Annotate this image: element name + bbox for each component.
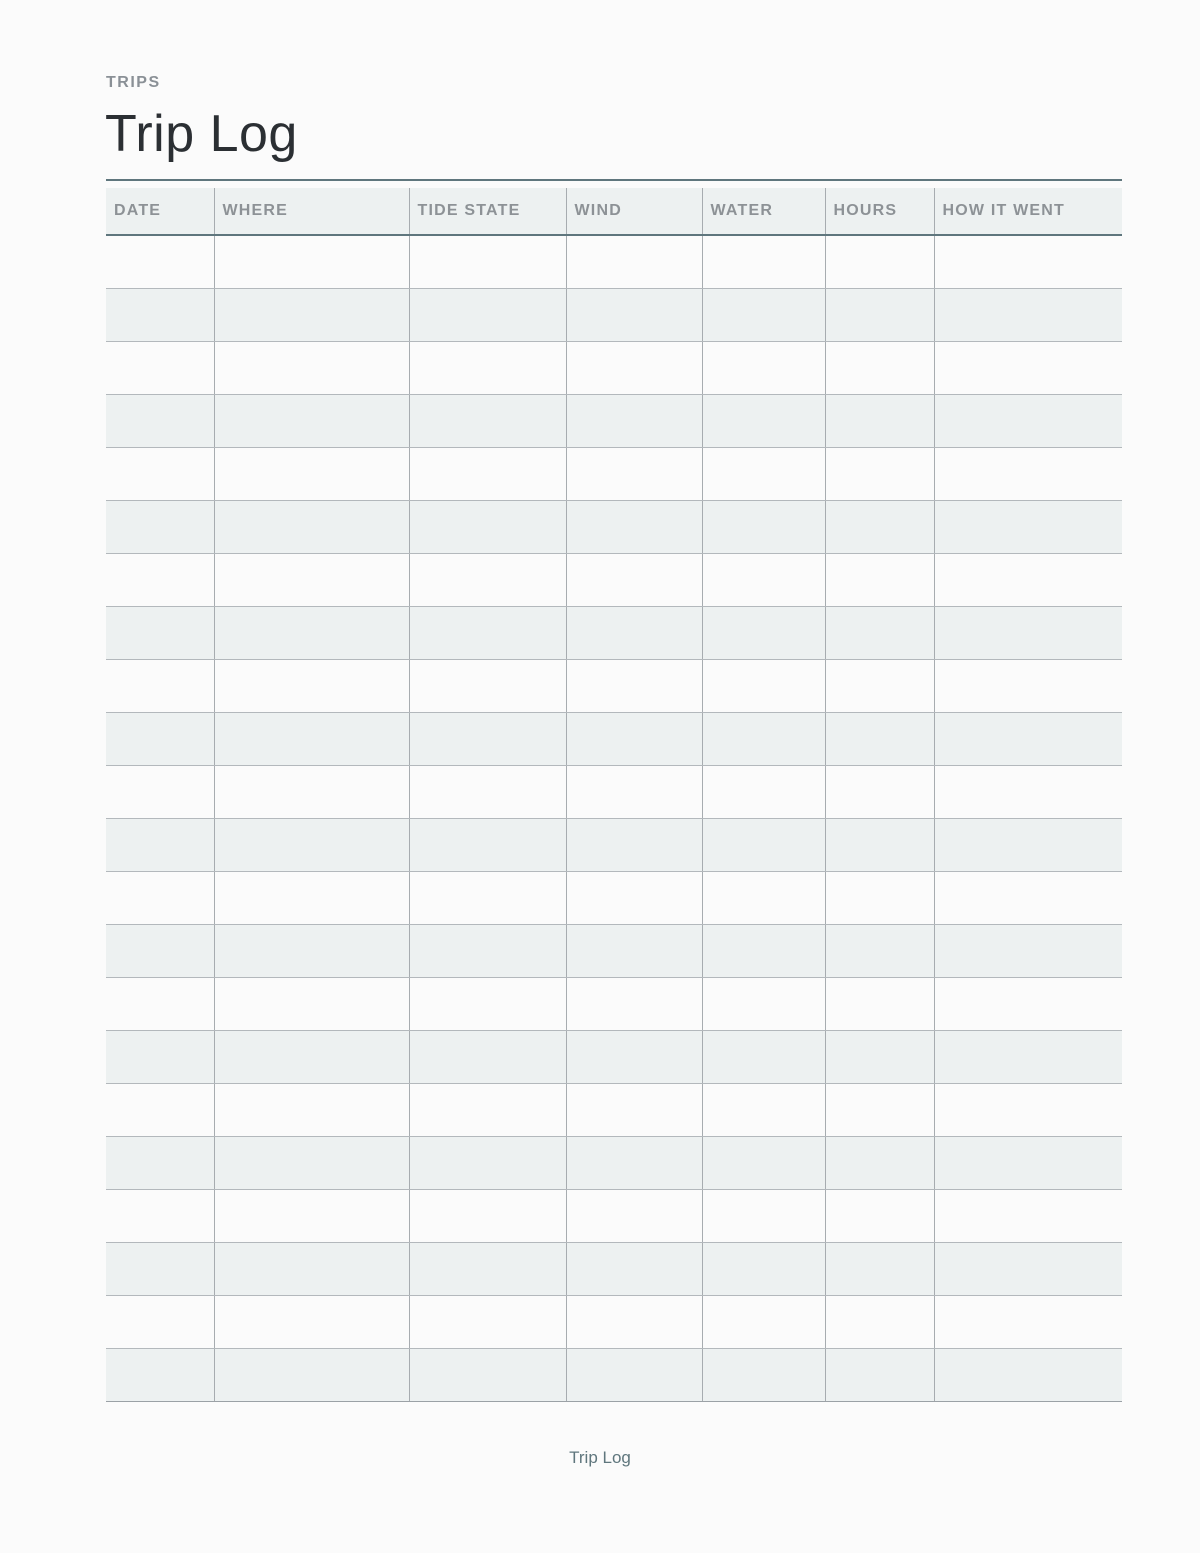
cell-tide-state[interactable] [409,554,566,607]
cell-where[interactable] [214,289,409,342]
column-header-how-it-went: HOW IT WENT [934,188,1122,235]
cell-where[interactable] [214,872,409,925]
cell-wind[interactable] [566,1243,702,1296]
table-row [106,342,1122,395]
cell-where[interactable] [214,235,409,289]
cell-tide-state[interactable] [409,766,566,819]
column-header-wind: WIND [566,188,702,235]
cell-where[interactable] [214,1084,409,1137]
cell-water[interactable] [702,978,825,1031]
cell-tide-state[interactable] [409,342,566,395]
cell-wind[interactable] [566,872,702,925]
cell-wind[interactable] [566,342,702,395]
table-row [106,1084,1122,1137]
cell-wind[interactable] [566,448,702,501]
cell-water[interactable] [702,819,825,872]
cell-wind[interactable] [566,1084,702,1137]
table-row [106,289,1122,342]
cell-water[interactable] [702,501,825,554]
cell-hours[interactable] [825,1084,934,1137]
cell-how-it-went[interactable] [934,660,1122,713]
table-row [106,501,1122,554]
cell-tide-state[interactable] [409,660,566,713]
table-row [106,713,1122,766]
cell-how-it-went[interactable] [934,1349,1122,1402]
table-row [106,1243,1122,1296]
cell-hours[interactable] [825,342,934,395]
cell-how-it-went[interactable] [934,766,1122,819]
cell-water[interactable] [702,342,825,395]
table-row [106,660,1122,713]
page-footer: Trip Log [569,1448,631,1467]
cell-where[interactable] [214,660,409,713]
cell-water[interactable] [702,1349,825,1402]
cell-how-it-went[interactable] [934,925,1122,978]
cell-how-it-went[interactable] [934,713,1122,766]
cell-wind[interactable] [566,554,702,607]
cell-date[interactable] [106,1349,214,1402]
cell-tide-state[interactable] [409,978,566,1031]
cell-water[interactable] [702,872,825,925]
cell-date[interactable] [106,819,214,872]
cell-hours[interactable] [825,660,934,713]
cell-how-it-went[interactable] [934,448,1122,501]
cell-how-it-went[interactable] [934,1137,1122,1190]
cell-hours[interactable] [825,1190,934,1243]
cell-where[interactable] [214,395,409,448]
section-eyebrow: TRIPS [106,74,161,91]
cell-date[interactable] [106,660,214,713]
cell-water[interactable] [702,660,825,713]
cell-water[interactable] [702,1084,825,1137]
cell-wind[interactable] [566,1296,702,1349]
table-row [106,925,1122,978]
table-row [106,448,1122,501]
cell-wind[interactable] [566,1349,702,1402]
cell-hours[interactable] [825,448,934,501]
cell-hours[interactable] [825,1031,934,1084]
cell-date[interactable] [106,1243,214,1296]
title-divider [106,179,1122,181]
cell-wind[interactable] [566,235,702,289]
cell-water[interactable] [702,713,825,766]
cell-wind[interactable] [566,607,702,660]
cell-hours[interactable] [825,1349,934,1402]
cell-hours[interactable] [825,1296,934,1349]
cell-date[interactable] [106,1296,214,1349]
cell-where[interactable] [214,1137,409,1190]
cell-wind[interactable] [566,289,702,342]
cell-wind[interactable] [566,501,702,554]
cell-water[interactable] [702,607,825,660]
table-row [106,395,1122,448]
cell-water[interactable] [702,289,825,342]
table-row [106,766,1122,819]
cell-hours[interactable] [825,395,934,448]
cell-tide-state[interactable] [409,925,566,978]
cell-wind[interactable] [566,766,702,819]
column-header-hours: HOURS [825,188,934,235]
cell-how-it-went[interactable] [934,235,1122,289]
cell-hours[interactable] [825,607,934,660]
column-header-where: WHERE [214,188,409,235]
cell-hours[interactable] [825,1137,934,1190]
trip-log-table [106,188,1122,1402]
cell-wind[interactable] [566,395,702,448]
cell-where[interactable] [214,1031,409,1084]
cell-how-it-went[interactable] [934,554,1122,607]
cell-where[interactable] [214,448,409,501]
cell-where[interactable] [214,713,409,766]
cell-how-it-went[interactable] [934,342,1122,395]
cell-tide-state[interactable] [409,1243,566,1296]
cell-hours[interactable] [825,872,934,925]
cell-date[interactable] [106,1190,214,1243]
table-row [106,872,1122,925]
cell-hours[interactable] [825,766,934,819]
cell-date[interactable] [106,501,214,554]
table-header-row [106,188,1122,235]
cell-wind[interactable] [566,1190,702,1243]
cell-where[interactable] [214,1296,409,1349]
cell-hours[interactable] [825,501,934,554]
cell-date[interactable] [106,766,214,819]
cell-tide-state[interactable] [409,872,566,925]
cell-date[interactable] [106,713,214,766]
table-row [106,235,1122,289]
cell-how-it-went[interactable] [934,819,1122,872]
cell-where[interactable] [214,607,409,660]
column-header-date: DATE [106,188,214,235]
table-row [106,819,1122,872]
cell-wind[interactable] [566,819,702,872]
cell-water[interactable] [702,448,825,501]
cell-water[interactable] [702,766,825,819]
cell-where[interactable] [214,819,409,872]
column-header-tide-state: TIDE STATE [409,188,566,235]
cell-how-it-went[interactable] [934,978,1122,1031]
column-header-water: WATER [702,188,825,235]
cell-where[interactable] [214,978,409,1031]
cell-date[interactable] [106,395,214,448]
cell-date[interactable] [106,607,214,660]
cell-wind[interactable] [566,1137,702,1190]
cell-date[interactable] [106,235,214,289]
cell-tide-state[interactable] [409,1031,566,1084]
cell-water[interactable] [702,235,825,289]
table-row [106,1031,1122,1084]
cell-how-it-went[interactable] [934,872,1122,925]
table-row [106,607,1122,660]
table-row [106,554,1122,607]
cell-water[interactable] [702,925,825,978]
cell-wind[interactable] [566,1031,702,1084]
cell-where[interactable] [214,554,409,607]
cell-water[interactable] [702,1190,825,1243]
cell-date[interactable] [106,448,214,501]
cell-date[interactable] [106,1137,214,1190]
cell-tide-state[interactable] [409,1084,566,1137]
cell-date[interactable] [106,1084,214,1137]
cell-how-it-went[interactable] [934,1084,1122,1137]
cell-wind[interactable] [566,978,702,1031]
cell-date[interactable] [106,289,214,342]
cell-tide-state[interactable] [409,501,566,554]
cell-where[interactable] [214,501,409,554]
page-title: Trip Log [105,105,298,163]
cell-tide-state[interactable] [409,395,566,448]
cell-how-it-went[interactable] [934,289,1122,342]
cell-water[interactable] [702,1296,825,1349]
cell-water[interactable] [702,554,825,607]
table-body [106,235,1122,1402]
cell-tide-state[interactable] [409,1190,566,1243]
cell-how-it-went[interactable] [934,1296,1122,1349]
cell-hours[interactable] [825,819,934,872]
cell-where[interactable] [214,342,409,395]
cell-date[interactable] [106,872,214,925]
cell-date[interactable] [106,925,214,978]
cell-date[interactable] [106,978,214,1031]
cell-hours[interactable] [825,978,934,1031]
cell-how-it-went[interactable] [934,607,1122,660]
cell-where[interactable] [214,1349,409,1402]
cell-wind[interactable] [566,925,702,978]
cell-where[interactable] [214,1243,409,1296]
cell-tide-state[interactable] [409,1137,566,1190]
cell-tide-state[interactable] [409,607,566,660]
cell-water[interactable] [702,1137,825,1190]
cell-how-it-went[interactable] [934,1031,1122,1084]
cell-how-it-went[interactable] [934,1243,1122,1296]
cell-where[interactable] [214,925,409,978]
cell-tide-state[interactable] [409,235,566,289]
cell-water[interactable] [702,1031,825,1084]
table-row [106,1190,1122,1243]
cell-tide-state[interactable] [409,713,566,766]
cell-tide-state[interactable] [409,448,566,501]
cell-tide-state[interactable] [409,1296,566,1349]
cell-tide-state[interactable] [409,1349,566,1402]
cell-hours[interactable] [825,289,934,342]
cell-hours[interactable] [825,235,934,289]
cell-water[interactable] [702,395,825,448]
cell-date[interactable] [106,554,214,607]
cell-how-it-went[interactable] [934,1190,1122,1243]
cell-where[interactable] [214,766,409,819]
cell-hours[interactable] [825,554,934,607]
table-row [106,978,1122,1031]
cell-hours[interactable] [825,713,934,766]
cell-hours[interactable] [825,1243,934,1296]
cell-date[interactable] [106,1031,214,1084]
cell-wind[interactable] [566,713,702,766]
cell-how-it-went[interactable] [934,395,1122,448]
cell-wind[interactable] [566,660,702,713]
table-row [106,1137,1122,1190]
cell-date[interactable] [106,342,214,395]
cell-water[interactable] [702,1243,825,1296]
cell-how-it-went[interactable] [934,501,1122,554]
cell-tide-state[interactable] [409,289,566,342]
cell-where[interactable] [214,1190,409,1243]
table-row [106,1349,1122,1402]
cell-tide-state[interactable] [409,819,566,872]
cell-hours[interactable] [825,925,934,978]
table-row [106,1296,1122,1349]
